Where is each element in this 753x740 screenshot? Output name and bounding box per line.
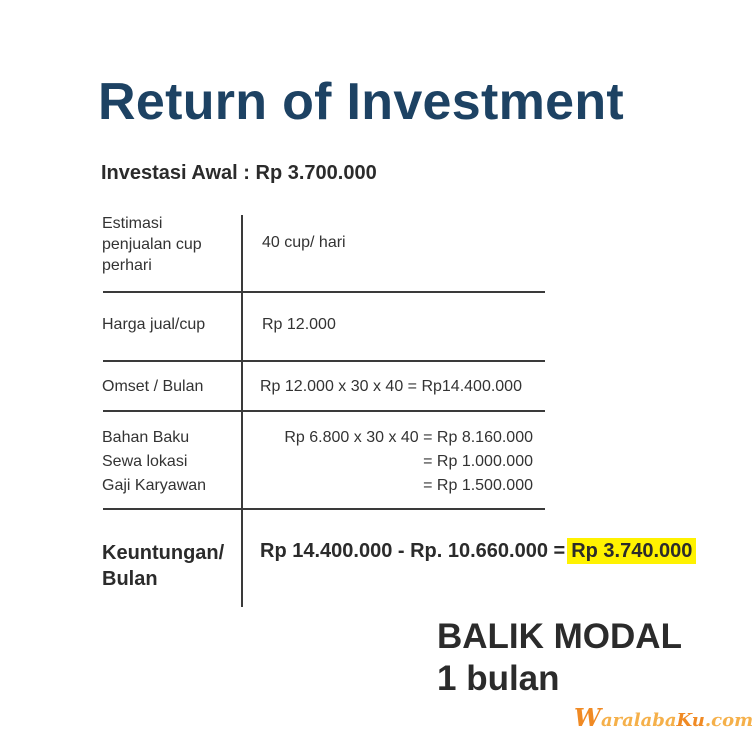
page-title: Return of Investment xyxy=(98,73,625,131)
table-row-divider xyxy=(103,360,545,362)
costs-values xyxy=(262,426,533,498)
profit-label xyxy=(102,540,224,592)
table-row-divider xyxy=(103,410,545,412)
payback-statement xyxy=(437,616,682,700)
label-line: Estimasi xyxy=(102,215,163,232)
cost-value: = Rp 1.000.000 xyxy=(423,453,533,470)
profit-formula: Rp 14.400.000 - Rp. 10.660.000 = xyxy=(260,540,566,562)
table-row-divider xyxy=(103,291,545,293)
price-value: Rp 12.000 xyxy=(262,316,336,333)
payback-line: BALIK MODAL xyxy=(437,617,682,656)
sales-estimate-value: 40 cup/ hari xyxy=(262,234,346,251)
logo-text: aralaba xyxy=(600,710,677,731)
profit-result-highlight: Rp 3.740.000 xyxy=(567,538,696,564)
waralabaku-logo xyxy=(574,703,753,732)
payback-period: 1 bulan xyxy=(437,659,560,698)
label-line: penjualan cup xyxy=(102,236,202,253)
table-row-divider xyxy=(103,508,545,510)
cost-value: Rp 6.800 x 30 x 40 = Rp 8.160.000 xyxy=(284,429,533,446)
cost-label: Bahan Baku xyxy=(102,429,190,446)
logo-letter: W xyxy=(574,703,601,732)
label-line: perhari xyxy=(102,257,152,274)
costs-labels xyxy=(102,426,206,498)
profit-value xyxy=(260,540,696,563)
cost-label: Gaji Karyawan xyxy=(102,477,207,494)
cost-label: Sewa lokasi xyxy=(102,453,188,470)
cost-value: = Rp 1.500.000 xyxy=(423,477,533,494)
label-line: Bulan xyxy=(102,568,158,590)
logo-text: Ku xyxy=(676,710,705,731)
omset-label: Omset / Bulan xyxy=(102,378,204,395)
logo-text: .com xyxy=(704,710,753,731)
sales-estimate-label xyxy=(102,213,202,276)
price-label: Harga jual/cup xyxy=(102,316,206,333)
omset-value: Rp 12.000 x 30 x 40 = Rp14.400.000 xyxy=(260,378,522,395)
initial-investment: Investasi Awal : Rp 3.700.000 xyxy=(101,162,377,184)
label-line: Keuntungan/ xyxy=(102,542,225,564)
